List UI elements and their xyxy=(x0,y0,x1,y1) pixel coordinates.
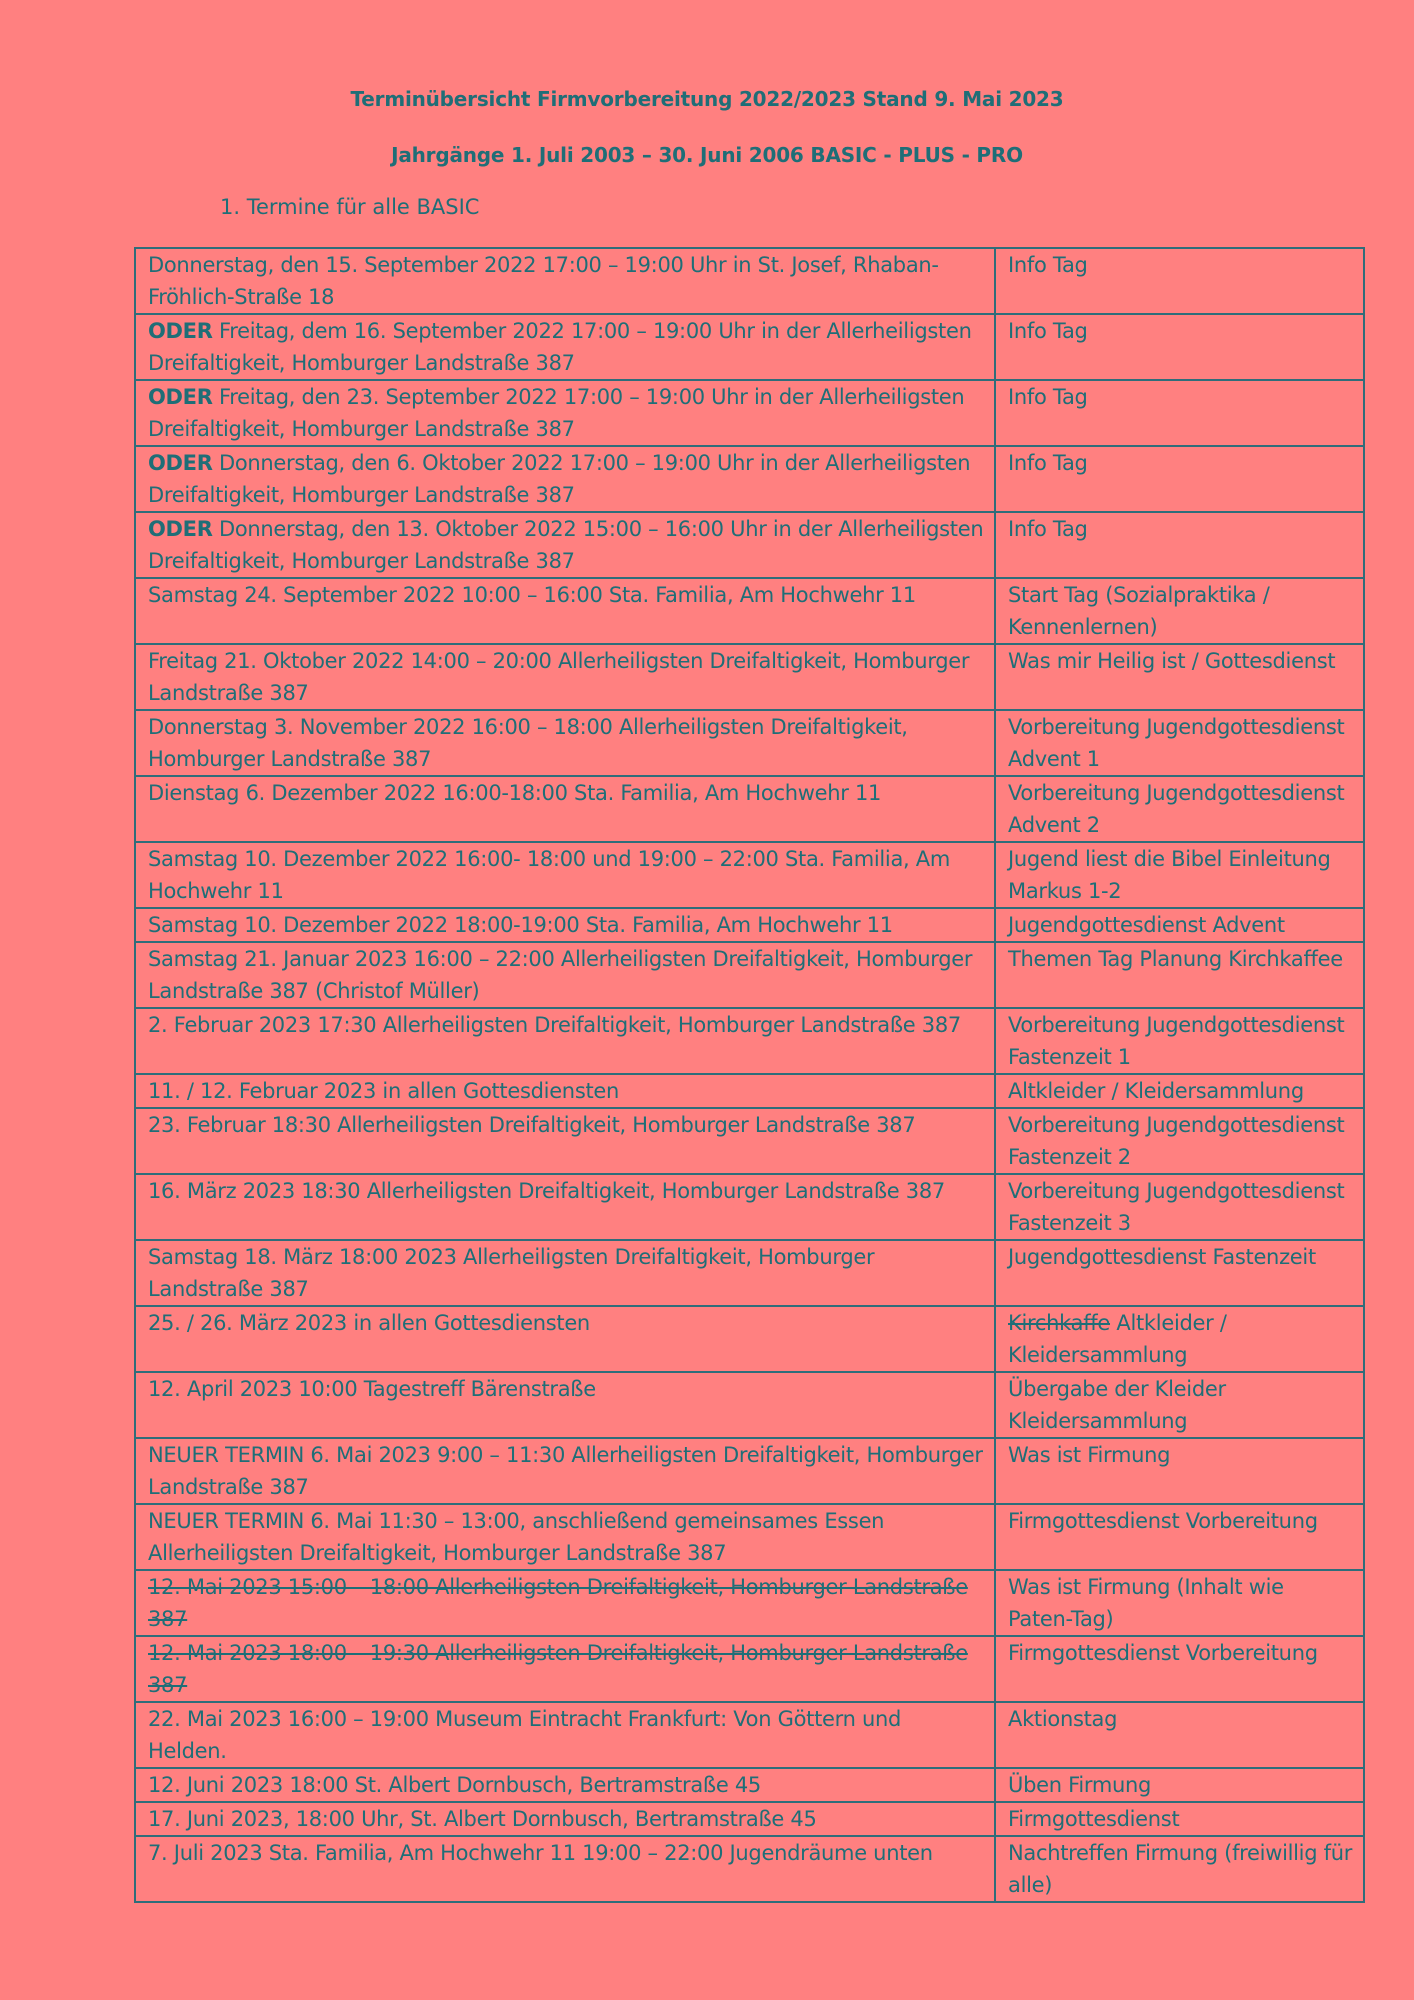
date-text: 22. Mai 2023 16:00 – 19:00 Museum Eintracht Frankfurt: Von Göttern und Helden. xyxy=(148,1707,902,1763)
topic-text: Info Tag xyxy=(1008,517,1088,541)
date-cell xyxy=(135,1008,995,1074)
topic-cell xyxy=(995,1836,1364,1902)
table-row xyxy=(135,380,1364,446)
date-cell xyxy=(135,942,995,1008)
struck-topic-text: Kirchkaffe xyxy=(1008,1311,1111,1335)
date-cell xyxy=(135,1636,995,1702)
date-text: Donnerstag 3. November 2022 16:00 – 18:00 Allerheiligsten Dreifaltigkeit, Homburger Landstraße 387 xyxy=(148,715,908,771)
table-row xyxy=(135,248,1364,314)
table-row xyxy=(135,1570,1364,1636)
date-cell xyxy=(135,644,995,710)
topic-text: Jugendgottesdienst Advent xyxy=(1008,913,1285,937)
date-text: Donnerstag, den 6. Oktober 2022 17:00 – 19:00 Uhr in der Allerheiligsten Dreifaltigkeit, Homburger Landstraße 387 xyxy=(148,451,971,507)
topic-text: Üben Firmung xyxy=(1008,1773,1152,1797)
date-cell xyxy=(135,314,995,380)
alternative-marker: ODER xyxy=(148,385,213,409)
date-text: Samstag 21. Januar 2023 16:00 – 22:00 Allerheiligsten Dreifaltigkeit, Homburger Landstraße 387 (Christof Müller) xyxy=(148,947,973,1003)
topic-cell xyxy=(995,1372,1364,1438)
date-cell xyxy=(135,776,995,842)
date-text: 17. Juni 2023, 18:00 Uhr, St. Albert Dornbusch, Bertramstraße 45 xyxy=(148,1807,817,1831)
date-cell xyxy=(135,1836,995,1902)
date-text: NEUER TERMIN 6. Mai 2023 9:00 – 11:30 Allerheiligsten Dreifaltigkeit, Homburger Landstraße 387 xyxy=(148,1443,983,1499)
table-row xyxy=(135,1074,1364,1108)
date-text: Samstag 10. Dezember 2022 18:00-19:00 Sta. Familia, Am Hochwehr 11 xyxy=(148,913,893,937)
topic-cell xyxy=(995,1306,1364,1372)
topic-cell xyxy=(995,1108,1364,1174)
date-cell xyxy=(135,446,995,512)
topic-text: Was ist Firmung xyxy=(1008,1443,1171,1467)
topic-text: Vorbereitung Jugendgottesdienst Fastenzeit 3 xyxy=(1008,1179,1345,1235)
topic-cell xyxy=(995,1504,1364,1570)
table-row xyxy=(135,578,1364,644)
date-cell xyxy=(135,908,995,942)
topic-cell xyxy=(995,1240,1364,1306)
topic-cell xyxy=(995,1438,1364,1504)
table-row xyxy=(135,776,1364,842)
date-text: Donnerstag, den 13. Oktober 2022 15:00 – 16:00 Uhr in der Allerheiligsten Dreifaltigkeit, Homburger Landstraße 387 xyxy=(148,517,984,573)
date-cell xyxy=(135,1702,995,1768)
topic-text: Jugendgottesdienst Fastenzeit xyxy=(1008,1245,1316,1269)
date-text: Donnerstag, den 15. September 2022 17:00 – 19:00 Uhr in St. Josef, Rhaban-Fröhlich-Straße 18 xyxy=(148,253,939,309)
topic-text: Altkleider / Kleidersammlung xyxy=(1008,1079,1304,1103)
date-cell xyxy=(135,248,995,314)
date-text: Freitag, den 23. September 2022 17:00 – 19:00 Uhr in der Allerheiligsten Dreifaltigkeit, Homburger Landstraße 387 xyxy=(148,385,965,441)
topic-cell xyxy=(995,578,1364,644)
topic-text: Firmgottesdienst Vorbereitung xyxy=(1008,1509,1318,1533)
topic-text: Was ist Firmung (Inhalt wie Paten-Tag) xyxy=(1008,1575,1284,1631)
table-row xyxy=(135,1802,1364,1836)
table-row xyxy=(135,1504,1364,1570)
date-cell xyxy=(135,1174,995,1240)
topic-text: Vorbereitung Jugendgottesdienst Fastenzeit 1 xyxy=(1008,1013,1345,1069)
date-text: NEUER TERMIN 6. Mai 11:30 – 13:00, anschließend gemeinsames Essen Allerheiligsten Dreifaltigkeit, Homburger Landstraße 387 xyxy=(148,1509,885,1565)
date-text: 2. Februar 2023 17:30 Allerheiligsten Dreifaltigkeit, Homburger Landstraße 387 xyxy=(148,1013,961,1037)
table-row xyxy=(135,1108,1364,1174)
date-cell xyxy=(135,1240,995,1306)
topic-cell xyxy=(995,1768,1364,1802)
date-cell xyxy=(135,512,995,578)
table-row xyxy=(135,644,1364,710)
topic-cell xyxy=(995,710,1364,776)
date-cell xyxy=(135,1372,995,1438)
table-row xyxy=(135,1768,1364,1802)
table-row xyxy=(135,1306,1364,1372)
table-row xyxy=(135,512,1364,578)
section-heading: 1. Termine für alle BASIC xyxy=(220,195,480,219)
topic-text: Info Tag xyxy=(1008,385,1088,409)
topic-cell xyxy=(995,1008,1364,1074)
topic-text: Info Tag xyxy=(1008,451,1088,475)
topic-text: Übergabe der Kleider Kleidersammlung xyxy=(1008,1377,1226,1433)
date-text: Freitag, dem 16. September 2022 17:00 – 19:00 Uhr in der Allerheiligsten Dreifaltigkeit, Homburger Landstraße 387 xyxy=(148,319,972,375)
topic-text: Vorbereitung Jugendgottesdienst Advent 1 xyxy=(1008,715,1345,771)
table-row xyxy=(135,1174,1364,1240)
topic-cell xyxy=(995,1074,1364,1108)
table-row xyxy=(135,1702,1364,1768)
topic-text: Vorbereitung Jugendgottesdienst Advent 2 xyxy=(1008,781,1345,837)
table-row xyxy=(135,314,1364,380)
date-text: 12. Mai 2023 18:00 – 19:30 Allerheiligsten Dreifaltigkeit, Homburger Landstraße 387 xyxy=(148,1641,968,1697)
topic-text: Altkleider / Kleidersammlung xyxy=(1008,1311,1227,1367)
date-cell xyxy=(135,1108,995,1174)
date-text: 16. März 2023 18:30 Allerheiligsten Dreifaltigkeit, Homburger Landstraße 387 xyxy=(148,1179,945,1203)
date-text: Freitag 21. Oktober 2022 14:00 – 20:00 Allerheiligsten Dreifaltigkeit, Homburger Landstraße 387 xyxy=(148,649,970,705)
date-cell xyxy=(135,1306,995,1372)
date-text: Samstag 18. März 18:00 2023 Allerheiligsten Dreifaltigkeit, Homburger Landstraße 387 xyxy=(148,1245,875,1301)
topic-cell xyxy=(995,776,1364,842)
topic-text: Firmgottesdienst Vorbereitung xyxy=(1008,1641,1318,1665)
date-cell xyxy=(135,1570,995,1636)
date-text: 12. April 2023 10:00 Tagestreff Bärenstraße xyxy=(148,1377,596,1401)
table-row xyxy=(135,942,1364,1008)
table-row xyxy=(135,446,1364,512)
date-text: 25. / 26. März 2023 in allen Gottesdiensten xyxy=(148,1311,590,1335)
date-text: 23. Februar 18:30 Allerheiligsten Dreifaltigkeit, Homburger Landstraße 387 xyxy=(148,1113,916,1137)
date-text: 11. / 12. Februar 2023 in allen Gottesdiensten xyxy=(148,1079,620,1103)
topic-text: Vorbereitung Jugendgottesdienst Fastenzeit 2 xyxy=(1008,1113,1345,1169)
table-row xyxy=(135,1438,1364,1504)
schedule-table xyxy=(134,247,1365,1903)
page-title: Terminübersicht Firmvorbereitung 2022/2023 Stand 9. Mai 2023 xyxy=(350,87,1064,111)
topic-text: Jugend liest die Bibel Einleitung Markus 1-2 xyxy=(1008,847,1331,903)
date-text: Samstag 24. September 2022 10:00 – 16:00 Sta. Familia, Am Hochwehr 11 xyxy=(148,583,916,607)
topic-text: Aktionstag xyxy=(1008,1707,1118,1731)
topic-cell xyxy=(995,512,1364,578)
alternative-marker: ODER xyxy=(148,319,213,343)
topic-cell xyxy=(995,248,1364,314)
topic-text: Start Tag (Sozialpraktika / Kennenlernen) xyxy=(1008,583,1270,639)
table-row xyxy=(135,1240,1364,1306)
topic-text: Info Tag xyxy=(1008,319,1088,343)
topic-cell xyxy=(995,446,1364,512)
table-row xyxy=(135,1372,1364,1438)
alternative-marker: ODER xyxy=(148,517,213,541)
table-row xyxy=(135,908,1364,942)
table-row xyxy=(135,1008,1364,1074)
topic-text: Themen Tag Planung Kirchkaffee xyxy=(1008,947,1343,971)
date-text: 7. Juli 2023 Sta. Familia, Am Hochwehr 11 19:00 – 22:00 Jugendräume unten xyxy=(148,1841,933,1865)
topic-cell xyxy=(995,842,1364,908)
topic-cell xyxy=(995,1802,1364,1836)
date-cell xyxy=(135,1438,995,1504)
topic-cell xyxy=(995,1702,1364,1768)
topic-text: Firmgottesdienst xyxy=(1008,1807,1180,1831)
topic-cell xyxy=(995,314,1364,380)
date-cell xyxy=(135,578,995,644)
table-row xyxy=(135,1636,1364,1702)
date-cell xyxy=(135,1768,995,1802)
topic-text: Info Tag xyxy=(1008,253,1088,277)
topic-cell xyxy=(995,1570,1364,1636)
topic-text: Was mir Heilig ist / Gottesdienst xyxy=(1008,649,1336,673)
table-row xyxy=(135,710,1364,776)
topic-cell xyxy=(995,1636,1364,1702)
date-cell xyxy=(135,842,995,908)
alternative-marker: ODER xyxy=(148,451,213,475)
date-cell xyxy=(135,710,995,776)
topic-text: Nachtreffen Firmung (freiwillig für alle) xyxy=(1008,1841,1353,1897)
topic-cell xyxy=(995,644,1364,710)
date-cell xyxy=(135,1074,995,1108)
date-cell xyxy=(135,1504,995,1570)
topic-cell xyxy=(995,908,1364,942)
table-row xyxy=(135,1836,1364,1902)
page-subtitle: Jahrgänge 1. Juli 2003 – 30. Juni 2006 BASIC - PLUS - PRO xyxy=(391,143,1023,167)
topic-cell xyxy=(995,942,1364,1008)
topic-cell xyxy=(995,380,1364,446)
date-text: Dienstag 6. Dezember 2022 16:00-18:00 Sta. Familia, Am Hochwehr 11 xyxy=(148,781,882,805)
date-text: 12. Juni 2023 18:00 St. Albert Dornbusch, Bertramstraße 45 xyxy=(148,1773,761,1797)
date-text: Samstag 10. Dezember 2022 16:00- 18:00 und 19:00 – 22:00 Sta. Familia, Am Hochwehr 11 xyxy=(148,847,951,903)
date-cell xyxy=(135,1802,995,1836)
table-row xyxy=(135,842,1364,908)
date-cell xyxy=(135,380,995,446)
topic-cell xyxy=(995,1174,1364,1240)
date-text: 12. Mai 2023 15:00 – 18:00 Allerheiligsten Dreifaltigkeit, Homburger Landstraße 387 xyxy=(148,1575,968,1631)
